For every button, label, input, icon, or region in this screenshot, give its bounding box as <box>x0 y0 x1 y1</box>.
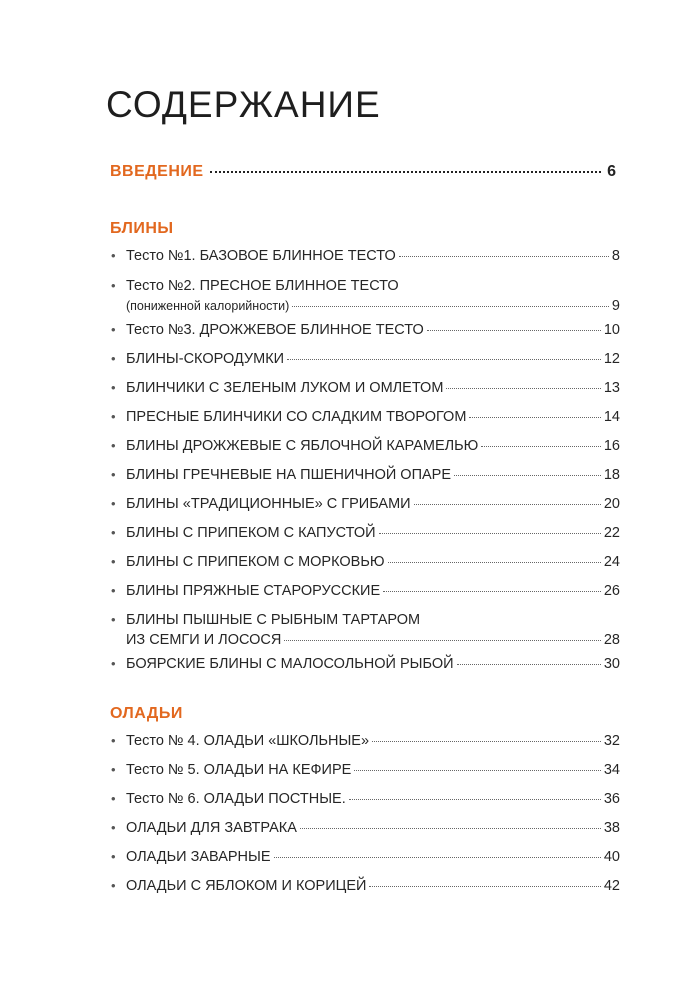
toc-entry[interactable] <box>110 467 620 496</box>
bullet-icon: • <box>111 322 116 337</box>
toc-entry[interactable] <box>110 820 620 849</box>
dot-leader <box>300 828 601 829</box>
bullet-icon: • <box>111 351 116 366</box>
entry-title: БЛИНЫ-СКОРОДУМКИ <box>126 351 285 367</box>
bullet-icon: • <box>111 733 116 748</box>
entry-title: ОЛАДЬИ ЗАВАРНЫЕ <box>126 849 271 865</box>
entry-page-number: 13 <box>603 380 620 396</box>
dot-leader <box>354 770 601 771</box>
bullet-icon: • <box>111 467 116 482</box>
entry-title: БЛИНЫ С ПРИПЕКОМ С МОРКОВЬЮ <box>126 554 385 570</box>
bullet-icon: • <box>111 409 116 424</box>
entry-page-number: 20 <box>603 496 620 512</box>
dot-leader <box>372 741 601 742</box>
page-title: СОДЕРЖАНИЕ <box>106 84 381 125</box>
toc-entry[interactable] <box>110 656 620 685</box>
toc-entry[interactable] <box>110 762 620 791</box>
toc-entry[interactable] <box>110 791 620 820</box>
dot-leader <box>446 388 600 389</box>
toc-entry[interactable] <box>110 612 620 656</box>
entry-title-continued: ИЗ СЕМГИ И ЛОСОСЯ <box>126 632 282 648</box>
entry-page-number: 8 <box>611 248 620 264</box>
toc-entry[interactable] <box>110 278 620 322</box>
entry-page-number: 30 <box>603 656 620 672</box>
toc-entry[interactable] <box>110 438 620 467</box>
intro-page-number: 6 <box>607 163 616 180</box>
toc-entry[interactable] <box>110 849 620 878</box>
entry-page-number: 14 <box>603 409 620 425</box>
dot-leader <box>383 591 601 592</box>
dot-leader <box>349 799 601 800</box>
entry-subtitle: (пониженной калорийности) <box>126 299 290 313</box>
toc-entry[interactable] <box>110 733 620 762</box>
entry-page-number: 12 <box>603 351 620 367</box>
toc-entry[interactable] <box>110 496 620 525</box>
dot-leader <box>379 533 601 534</box>
dot-leader <box>457 664 601 665</box>
entry-title: БЛИНЫ С ПРИПЕКОМ С КАПУСТОЙ <box>126 525 376 541</box>
section-heading-oladyi: ОЛАДЬИ <box>110 705 183 722</box>
entry-page-number: 40 <box>603 849 620 865</box>
entry-page-number: 28 <box>603 632 620 648</box>
bullet-icon: • <box>111 612 116 627</box>
dot-leader <box>292 306 609 307</box>
dot-leader <box>210 171 602 173</box>
dot-leader <box>284 640 601 641</box>
dot-leader <box>481 446 601 447</box>
entry-title: ОЛАДЬИ С ЯБЛОКОМ И КОРИЦЕЙ <box>126 878 367 894</box>
toc-entry[interactable] <box>110 351 620 380</box>
dot-leader <box>388 562 601 563</box>
section-heading-bliny: БЛИНЫ <box>110 220 174 237</box>
entry-title: БЛИНЫ ДРОЖЖЕВЫЕ С ЯБЛОЧНОЙ КАРАМЕЛЬЮ <box>126 438 479 454</box>
entry-title: Тесто №3. ДРОЖЖЕВОЕ БЛИННОЕ ТЕСТО <box>126 322 424 338</box>
toc-entry[interactable] <box>110 525 620 554</box>
entry-page-number: 42 <box>603 878 620 894</box>
dot-leader <box>427 330 601 331</box>
bullet-icon: • <box>111 554 116 569</box>
entry-title: БЛИНЫ ПРЯЖНЫЕ СТАРОРУССКИЕ <box>126 583 381 599</box>
dot-leader <box>454 475 601 476</box>
entry-title: Тесто № 5. ОЛАДЬИ НА КЕФИРЕ <box>126 762 352 778</box>
entry-page-number: 9 <box>611 298 620 314</box>
entry-page-number: 26 <box>603 583 620 599</box>
intro-label: ВВЕДЕНИЕ <box>110 163 204 180</box>
dot-leader <box>399 256 609 257</box>
entry-title: БЛИНЫ «ТРАДИЦИОННЫЕ» С ГРИБАМИ <box>126 496 411 512</box>
bullet-icon: • <box>111 849 116 864</box>
bullet-icon: • <box>111 278 116 293</box>
section-list-bliny <box>110 248 620 685</box>
toc-entry[interactable] <box>110 583 620 612</box>
entry-page-number: 34 <box>603 762 620 778</box>
entry-title: ОЛАДЬИ ДЛЯ ЗАВТРАКА <box>126 820 297 836</box>
entry-page-number: 36 <box>603 791 620 807</box>
entry-title: БОЯРСКИЕ БЛИНЫ С МАЛОСОЛЬНОЙ РЫБОЙ <box>126 656 454 672</box>
entry-title: ПРЕСНЫЕ БЛИНЧИКИ СО СЛАДКИМ ТВОРОГОМ <box>126 409 467 425</box>
entry-title: Тесто №1. БАЗОВОЕ БЛИННОЕ ТЕСТО <box>126 248 396 264</box>
entry-title: БЛИНЫ ГРЕЧНЕВЫЕ НА ПШЕНИЧНОЙ ОПАРЕ <box>126 467 452 483</box>
toc-entry[interactable] <box>110 248 620 278</box>
entry-title: Тесто № 4. ОЛАДЬИ «ШКОЛЬНЫЕ» <box>126 733 370 749</box>
toc-entry[interactable] <box>110 554 620 583</box>
bullet-icon: • <box>111 380 116 395</box>
dot-leader <box>287 359 601 360</box>
bullet-icon: • <box>111 438 116 453</box>
entry-page-number: 16 <box>603 438 620 454</box>
entry-title: БЛИНЫ ПЫШНЫЕ С РЫБНЫМ ТАРТАРОМ <box>126 612 421 628</box>
entry-page-number: 32 <box>603 733 620 749</box>
toc-entry[interactable] <box>110 878 620 907</box>
bullet-icon: • <box>111 878 116 893</box>
toc-entry[interactable] <box>110 322 620 351</box>
bullet-icon: • <box>111 583 116 598</box>
entry-page-number: 38 <box>603 820 620 836</box>
toc-entry[interactable] <box>110 409 620 438</box>
dot-leader <box>274 857 601 858</box>
entry-title: Тесто №2. ПРЕСНОЕ БЛИННОЕ ТЕСТО <box>126 278 399 294</box>
bullet-icon: • <box>111 820 116 835</box>
entry-page-number: 24 <box>603 554 620 570</box>
bullet-icon: • <box>111 248 116 263</box>
entry-title: Тесто № 6. ОЛАДЬИ ПОСТНЫЕ. <box>126 791 346 807</box>
dot-leader <box>469 417 600 418</box>
dot-leader <box>414 504 601 505</box>
bullet-icon: • <box>111 762 116 777</box>
bullet-icon: • <box>111 656 116 671</box>
entry-title: БЛИНЧИКИ С ЗЕЛЕНЫМ ЛУКОМ И ОМЛЕТОМ <box>126 380 444 396</box>
bullet-icon: • <box>111 791 116 806</box>
entry-page-number: 18 <box>603 467 620 483</box>
entry-page-number: 22 <box>603 525 620 541</box>
toc-entry-intro[interactable] <box>110 163 616 181</box>
section-list-oladyi <box>110 733 620 907</box>
bullet-icon: • <box>111 525 116 540</box>
entry-page-number: 10 <box>603 322 620 338</box>
bullet-icon: • <box>111 496 116 511</box>
toc-entry[interactable] <box>110 380 620 409</box>
dot-leader <box>369 886 600 887</box>
